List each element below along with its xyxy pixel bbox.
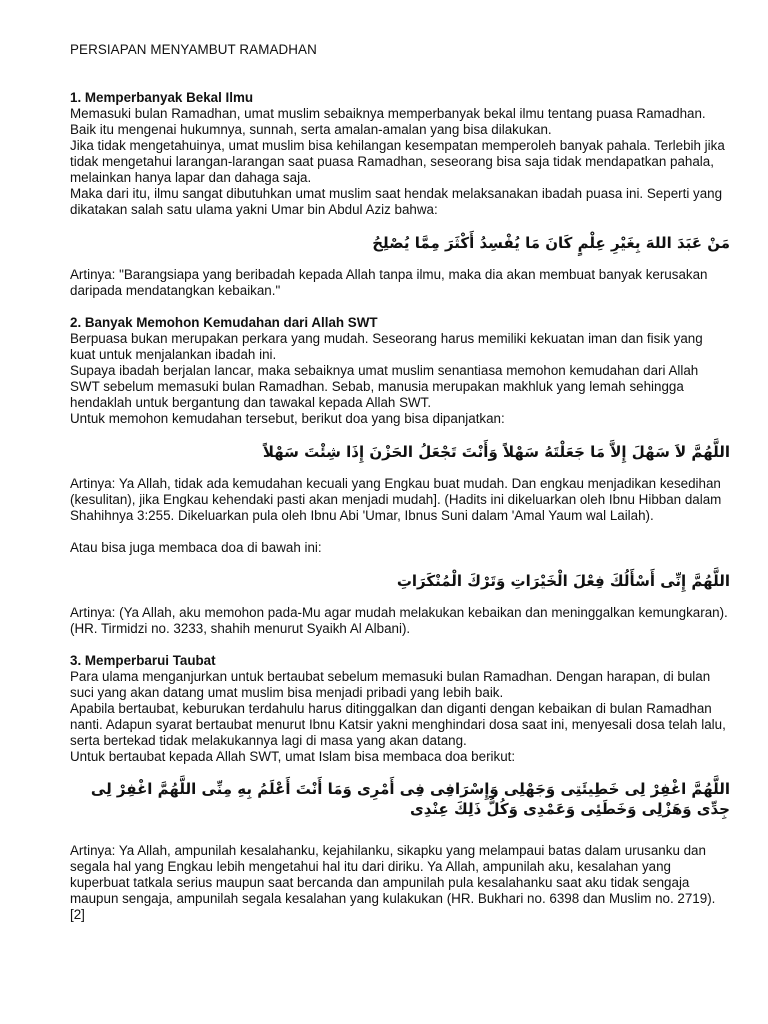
section-bekal-ilmu: [70, 90, 730, 299]
paragraph: Para ulama menganjurkan untuk bertaubat sebelum memasuki bulan Ramadhan. Dengan harapan, di bulan suci yang akan datang umat muslim bisa menjadi pribadi yang lebih baik.: [70, 669, 711, 700]
translation: Artinya: "Barangsiapa yang beribadah kepada Allah tanpa ilmu, maka dia akan membuat banyak kerusakan daripada mendatangkan kebaikan.": [70, 267, 708, 298]
arabic-prayer: اللَّهُمَّ إِنِّى أَسْأَلُكَ فِعْلَ الْخَيْرَاتِ وَتَرْكَ الْمُنْكَرَاتِ: [396, 572, 730, 590]
section-memperbarui-taubat: [70, 653, 730, 923]
spacer: [70, 524, 730, 540]
spacer: [70, 637, 730, 653]
paragraph: Maka dari itu, ilmu sangat dibutuhkan umat muslim saat hendak melaksanakan ibadah puasa ini. Seperti yang dikatakan salah satu ulama yakni Umar bin Abdul Aziz bahwa:: [70, 186, 723, 217]
document-page: [70, 42, 730, 923]
translation: Artinya: Ya Allah, tidak ada kemudahan kecuali yang Engkau buat mudah. Dan engkau menjadikan kesedihan (kesulitan), jika Engkau kehendaki pasti akan menjadi mudah]. (Hadits ini dikeluarkan oleh Ibnu Hibban dalam Shahihnya 3:255. Dikeluarkan pula oleh Ibnu Abi 'Umar, Ibnus Suni dalam 'Amal Yaum wal Lailah).: [70, 476, 722, 523]
document-title: PERSIAPAN MENYAMBUT RAMADHAN: [70, 42, 317, 57]
paragraph: Untuk memohon kemudahan tersebut, berikut doa yang bisa dipanjatkan:: [70, 411, 505, 426]
translation: Artinya: Ya Allah, ampunilah kesalahanku, kejahilanku, sikapku yang melampaui batas dalam urusanku dan segala hal yang Engkau lebih mengetahui hal itu dari diriku. Ya Allah, ampunilah aku, kesalahan yang kuperbuat tatkala serius maupun saat bercanda dan ampunilah pula kesalahanku saat aku tidak sengaja maupun sengaja, ampunilah segala kesalahan yang kulakukan (HR. Bukhari no. 6398 dan Muslim no. 2719). [2]: [70, 843, 716, 922]
paragraph: Atau bisa juga membaca doa di bawah ini:: [70, 540, 322, 555]
paragraph: Apabila bertaubat, keburukan terdahulu harus ditinggalkan dan diganti dengan kebaikan di bulan Ramadhan nanti. Adapun syarat bertaubat menurut Ibnu Katsir yakni menghindari dosa saat ini, menyesali dosa telah lalu, serta bertekad tidak melakukannya lagi di masa yang akan datang.: [70, 701, 726, 748]
arabic-prayer: اللَّهُمَّ لاَ سَهْلَ إِلاَّ مَا جَعَلْتَهُ سَهْلاً وَأَنْتَ تَجْعَلُ الحَزْنَ إِذَا شِئْتَ سَهْلاً: [262, 443, 730, 461]
spacer: [70, 299, 730, 315]
arabic-prayer: اللَّهُمَّ اغْفِرْ لِى خَطِيئَتِى وَجَهْلِى وَإِسْرَافِى فِى أَمْرِى وَمَا أَنْتَ أَعْلَمُ بِهِ مِنِّى اللَّهُمَّ اغْفِرْ لِى جِدِّى وَهَزْلِى وَخَطَئِى وَعَمْدِى وَكُلُّ ذَلِكَ عِنْدِى: [90, 780, 730, 818]
translation: Artinya: (Ya Allah, aku memohon pada-Mu agar mudah melakukan kebaikan dan meninggalkan kemungkaran). (HR. Tirmidzi no. 3233, shahih menurut Syaikh Al Albani).: [70, 605, 728, 636]
section-heading: 2. Banyak Memohon Kemudahan dari Allah SWT: [70, 315, 378, 330]
paragraph: Memasuki bulan Ramadhan, umat muslim sebaiknya memperbanyak bekal ilmu tentang puasa Ramadhan. Baik itu mengenai hukumnya, sunnah, serta amalan-amalan yang bisa dilakukan.: [70, 106, 706, 137]
paragraph: Supaya ibadah berjalan lancar, maka sebaiknya umat muslim senantiasa memohon kemudahan dari Allah SWT sebelum memasuki bulan Ramadhan. Sebab, manusia merupakan makhluk yang lemah sehingga hendaklah untuk bergantung dan tawakal kepada Allah SWT.: [70, 363, 699, 410]
paragraph: Berpuasa bukan merupakan perkara yang mudah. Seseorang harus memiliki kekuatan iman dan fisik yang kuat untuk menjalankan ibadah ini.: [70, 331, 703, 362]
section-heading: 3. Memperbarui Taubat: [70, 653, 216, 668]
paragraph: Jika tidak mengetahuinya, umat muslim bisa kehilangan kesempatan memperoleh banyak pahala. Terlebih jika tidak mengetahui larangan-larangan saat puasa Ramadhan, seseorang bisa saja tidak mendapatkan pahala, melainkan hanya lapar dan dahaga saja.: [70, 138, 725, 185]
paragraph: Untuk bertaubat kepada Allah SWT, umat Islam bisa membaca doa berikut:: [70, 749, 516, 764]
section-heading: 1. Memperbanyak Bekal Ilmu: [70, 90, 254, 105]
section-memohon-kemudahan: [70, 315, 730, 637]
arabic-quote: مَنْ عَبَدَ اللهَ بِغَيْرِ عِلْمٍ كَانَ مَا يُفْسِدُ أَكْثَرَ مِمَّا يُصْلِحُ: [372, 234, 730, 252]
